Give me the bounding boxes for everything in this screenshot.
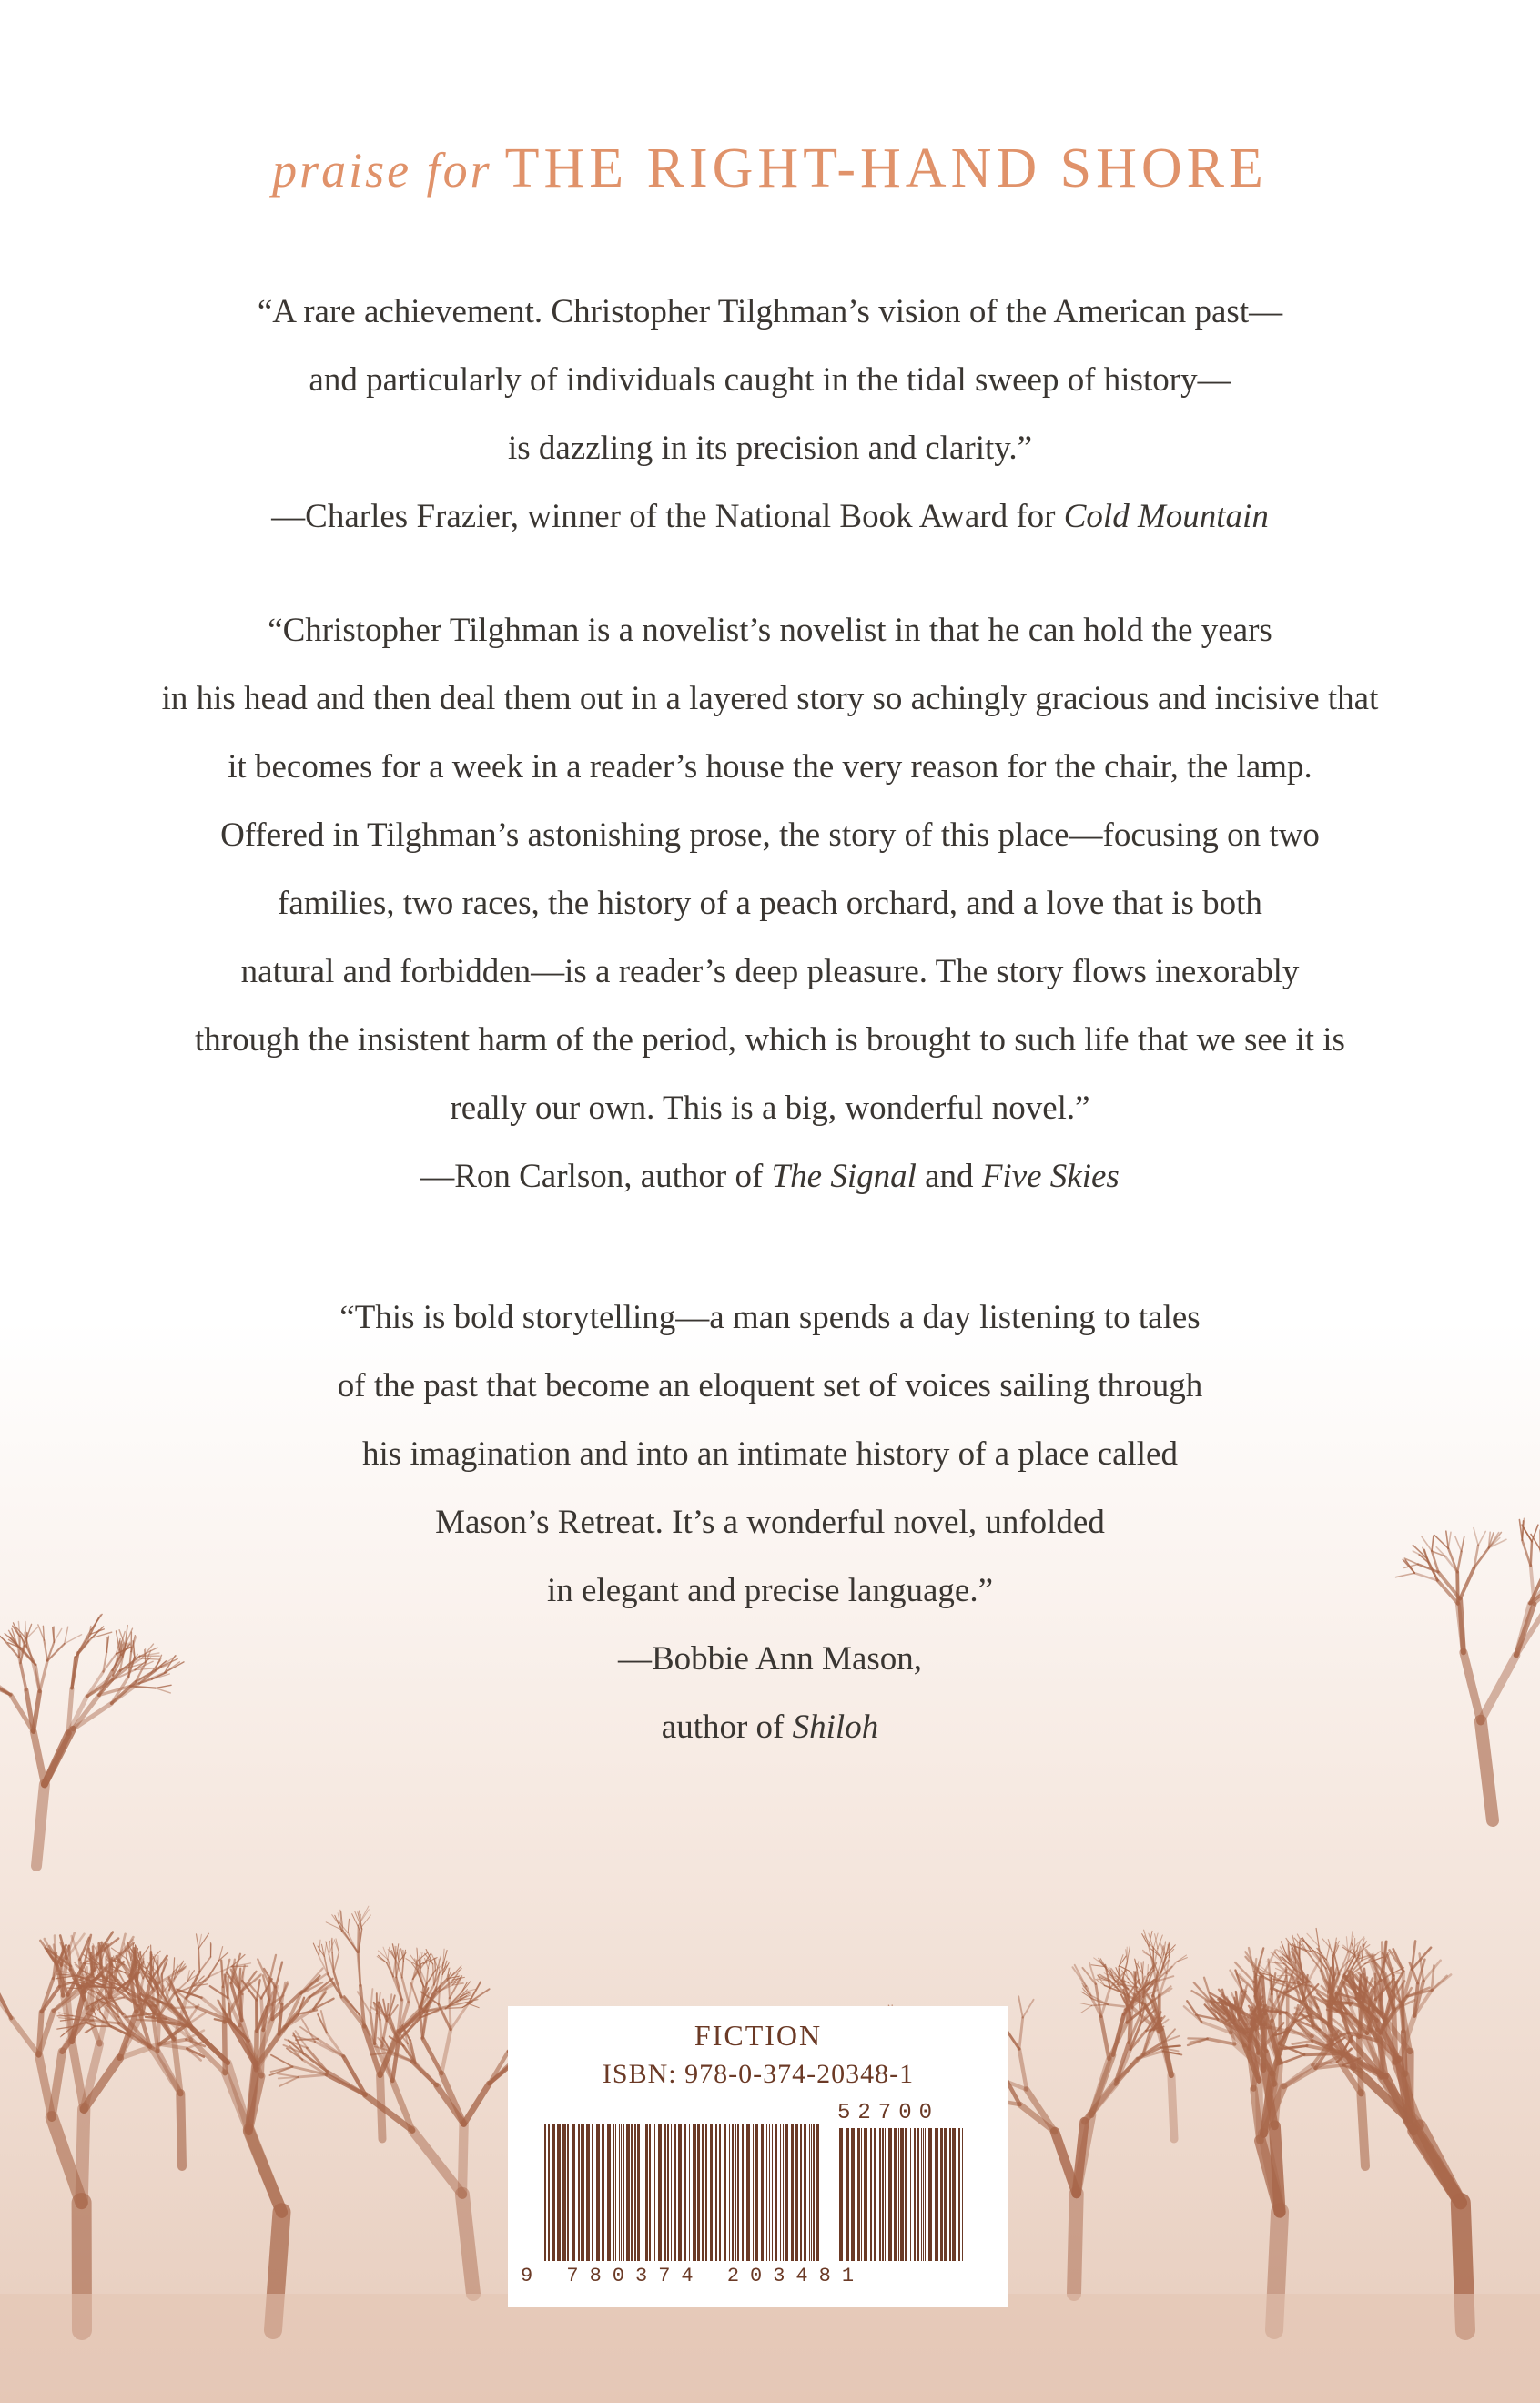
blurb-line: Offered in Tilghman’s astonishing prose, the story of this place—focusing on two	[220, 816, 1320, 854]
blurb-attribution	[0, 1142, 1540, 1211]
barcode-bar	[658, 2124, 662, 2261]
barcode-bar	[586, 2124, 590, 2261]
isbn-barcode	[544, 2124, 836, 2261]
barcode-bar	[664, 2124, 666, 2261]
barcode-bar	[626, 2124, 630, 2261]
barcode-bar	[766, 2124, 767, 2261]
barcode-bar	[737, 2124, 739, 2261]
barcode-bar	[910, 2128, 911, 2261]
isbn-text: ISBN: 978-0-374-20348-1	[602, 2059, 915, 2089]
barcode-bar	[857, 2128, 860, 2261]
barcode-bar	[900, 2128, 904, 2261]
blurb-attribution	[0, 482, 1540, 551]
barcode-bar	[935, 2128, 938, 2261]
barcode-bar	[958, 2128, 960, 2261]
barcode-bar	[645, 2124, 648, 2261]
barcode-bar	[603, 2124, 604, 2261]
barcode-bar	[962, 2128, 963, 2261]
barcode-bar	[631, 2124, 633, 2261]
barcode-bar	[925, 2128, 926, 2261]
barcode-bar	[905, 2128, 907, 2261]
barcode-bar	[619, 2124, 620, 2261]
barcode-bar	[874, 2128, 876, 2261]
blurb-line: really our own. This is a big, wonderful novel.”	[450, 1090, 1090, 1127]
barcode-bar	[864, 2128, 867, 2261]
barcode-bar	[940, 2128, 943, 2261]
barcode-bar	[671, 2124, 672, 2261]
barcode-bar	[928, 2128, 932, 2261]
attribution-work: Five Skies	[981, 1158, 1120, 1195]
barcode-bar	[898, 2128, 899, 2261]
barcode-bar	[684, 2124, 686, 2261]
barcode-bar	[557, 2124, 561, 2261]
barcode-bar	[729, 2124, 730, 2261]
barcode-bar	[544, 2124, 546, 2261]
barcode-bar	[949, 2128, 951, 2261]
barcode-bar	[705, 2124, 707, 2261]
barcode-bar	[710, 2124, 713, 2261]
barcode-digits: 9 780374 203481	[521, 2265, 866, 2287]
attribution-work: Shiloh	[792, 1708, 879, 1746]
barcode-bar	[607, 2124, 611, 2261]
category-label: FICTION	[694, 2019, 823, 2052]
barcode-bar	[697, 2124, 700, 2261]
blurb-line: in elegant and precise language.”	[546, 1572, 993, 1609]
barcode-bar	[753, 2124, 754, 2261]
barcode-bar	[615, 2124, 616, 2261]
barcode-bar	[623, 2124, 624, 2261]
barcode-bar	[678, 2124, 682, 2261]
barcode-bar	[861, 2128, 862, 2261]
barcode-bar	[917, 2128, 919, 2261]
praise-label: praise for	[272, 143, 492, 198]
blurb-mason	[0, 1283, 1540, 1761]
barcode-bar	[746, 2124, 750, 2261]
blurb-frazier	[0, 278, 1540, 551]
barcode-bar	[621, 2124, 622, 2261]
blurb-attribution: —Bobbie Ann Mason,	[617, 1640, 923, 1678]
barcode-bar	[689, 2124, 690, 2261]
barcode-bar	[772, 2124, 773, 2261]
barcode-bar	[800, 2124, 802, 2261]
barcode-bar	[548, 2124, 550, 2261]
barcode-bar	[602, 2124, 603, 2261]
blurb-line: “Christopher Tilghman is a novelist’s novelist in that he can hold the years	[268, 612, 1272, 649]
attribution-text: —Charles Frazier, winner of the National Book Award for	[271, 498, 1064, 535]
barcode-bar	[780, 2124, 781, 2261]
barcode-bar	[755, 2124, 758, 2261]
blurb-line: families, two races, the history of a peach orchard, and a love that is both	[278, 885, 1262, 922]
barcode-bar	[732, 2124, 734, 2261]
barcode-bar	[783, 2124, 784, 2261]
barcode-bar	[795, 2124, 798, 2261]
barcode-bar	[894, 2128, 897, 2261]
attribution-text: —Ron Carlson, author of	[420, 1158, 772, 1195]
blurb-line: and particularly of individuals caught in the tidal sweep of history—	[309, 361, 1231, 399]
barcode-bar	[637, 2124, 640, 2261]
barcode-bar	[572, 2124, 575, 2261]
barcode-bar	[851, 2128, 855, 2261]
barcode-bar	[791, 2124, 794, 2261]
barcode-bar	[761, 2124, 764, 2261]
barcode-bar	[654, 2124, 655, 2261]
barcode-bar	[809, 2124, 810, 2261]
barcode-bar	[804, 2124, 806, 2261]
barcode-bar	[613, 2124, 614, 2261]
barcode-panel	[508, 2006, 1008, 2307]
barcode-bar	[667, 2124, 669, 2261]
barcode-bar	[552, 2124, 555, 2261]
barcode-bar	[870, 2128, 872, 2261]
barcode-bar	[921, 2128, 922, 2261]
blurb-line: “This is bold storytelling—a man spends a day listening to tales	[339, 1299, 1201, 1336]
barcode-bar	[952, 2128, 956, 2261]
book-title: THE RIGHT-HAND SHORE	[504, 137, 1268, 199]
attribution-work: Cold Mountain	[1063, 498, 1269, 535]
barcode-bar	[649, 2124, 651, 2261]
barcode-bar	[888, 2128, 892, 2261]
barcode-bar	[914, 2128, 916, 2261]
blurb-line: of the past that become an eloquent set of voices sailing through	[337, 1367, 1203, 1404]
attribution-text: author of	[661, 1708, 793, 1746]
blurb-line: through the insistent harm of the period, which is brought to such life that we see it is	[195, 1021, 1345, 1059]
barcode-bar	[674, 2124, 676, 2261]
barcode-bar	[839, 2128, 843, 2261]
barcode-bar	[693, 2124, 696, 2261]
price-code: 52700	[837, 2101, 940, 2125]
barcode-bar	[592, 2124, 593, 2261]
barcode-bar	[634, 2124, 636, 2261]
barcode-bar	[581, 2124, 584, 2261]
barcode-bar	[879, 2128, 881, 2261]
barcode-bar	[813, 2124, 815, 2261]
attribution-work: The Signal	[771, 1158, 917, 1195]
blurb-line: his imagination and into an intimate history of a place called	[362, 1435, 1178, 1473]
blurb-carlson	[0, 596, 1540, 1211]
blurb-line: “A rare achievement. Christopher Tilghman’s vision of the American past—	[257, 293, 1283, 330]
blurb-line: Mason’s Retreat. It’s a wonderful novel, unfolded	[435, 1504, 1105, 1541]
blurb-line: natural and forbidden—is a reader’s deep pleasure. The story flows inexorably	[240, 953, 1300, 990]
barcode-bar	[715, 2124, 717, 2261]
blurb-attribution-line2	[0, 1693, 1540, 1761]
barcode-bar	[882, 2128, 884, 2261]
attribution-and: and	[916, 1158, 982, 1195]
barcode-bar	[923, 2128, 924, 2261]
barcode-bar	[578, 2124, 580, 2261]
barcode-bar	[596, 2124, 600, 2261]
barcode-bar	[785, 2124, 788, 2261]
barcode-bar	[724, 2124, 726, 2261]
barcode-bar	[846, 2128, 849, 2261]
barcode-bar	[562, 2124, 566, 2261]
barcode-bar	[567, 2124, 569, 2261]
barcode-bar	[811, 2124, 812, 2261]
barcode-bar	[719, 2124, 721, 2261]
barcode-bar	[775, 2124, 777, 2261]
blurb-line: it becomes for a week in a reader’s house the very reason for the chair, the lamp.	[228, 748, 1312, 786]
barcode-bar	[735, 2124, 736, 2261]
barcode-bar	[885, 2128, 886, 2261]
blurb-line: is dazzling in its precision and clarity.”	[507, 430, 1033, 467]
praise-heading	[0, 137, 1540, 201]
barcode-bar	[702, 2124, 704, 2261]
barcode-bar	[816, 2124, 819, 2261]
blurb-line: in his head and then deal them out in a layered story so achingly gracious and incisive that	[161, 680, 1379, 717]
price-barcode	[839, 2128, 976, 2261]
barcode-bar	[769, 2124, 770, 2261]
barcode-bar	[742, 2124, 744, 2261]
barcode-bar	[944, 2128, 947, 2261]
